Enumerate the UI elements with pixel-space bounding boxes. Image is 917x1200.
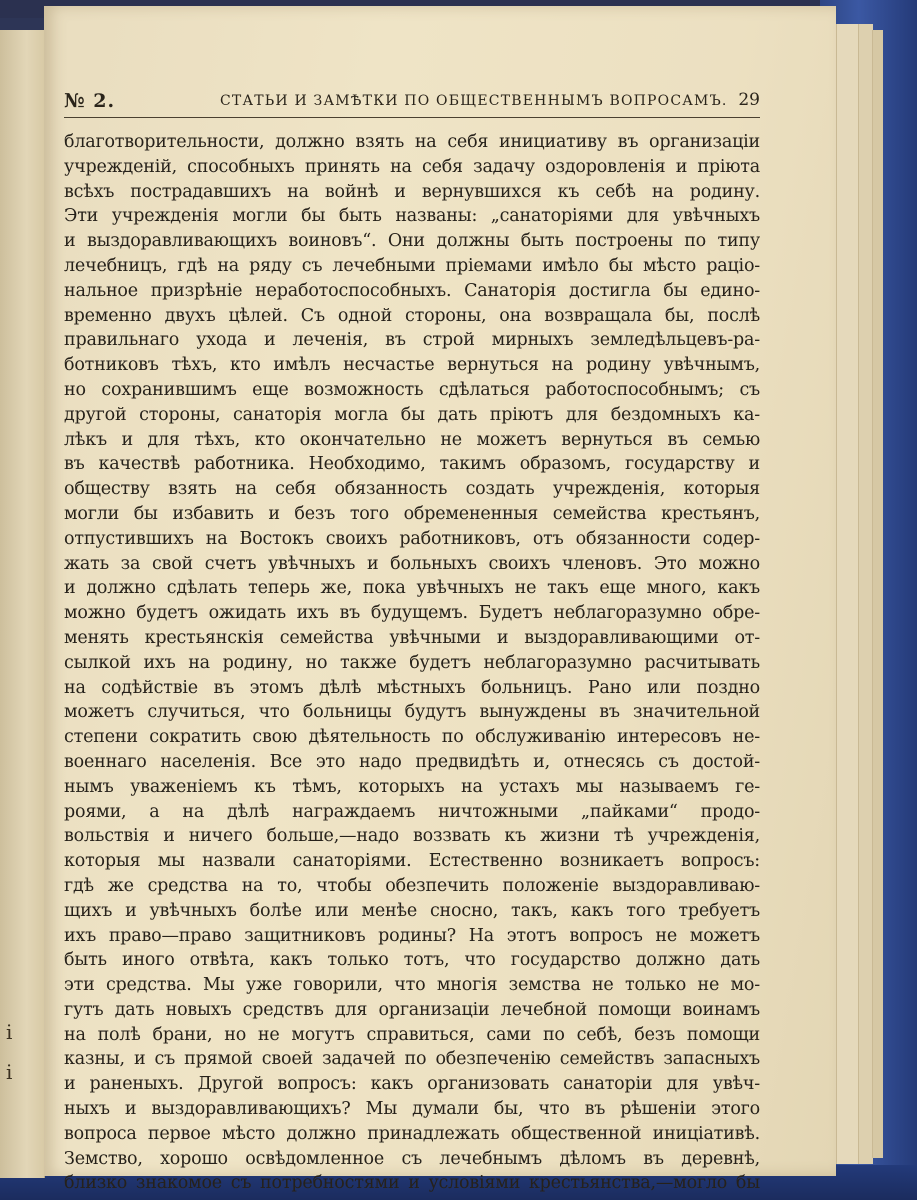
text-line: нымъ уваженіемъ къ тѣмъ, которыхъ на устахъ мы называемъ ге- — [64, 776, 760, 797]
page-edge — [872, 30, 883, 1158]
text-line: обществу взять на себя обязанность создать учрежденія, которыя — [64, 479, 760, 500]
facing-page-mark: і — [6, 1020, 13, 1044]
text-line: лечебницъ, гдѣ на ряду съ лечебными пріемами имѣло бы мѣсто раціо- — [64, 255, 760, 276]
text-line: и должно сдѣлать теперь же, пока увѣчныхъ не такъ еще много, какъ — [64, 578, 760, 599]
text-line: временно двухъ цѣлей. Съ одной стороны, она возвращала бы, послѣ — [64, 305, 760, 326]
text-line: военнаго населенія. Все это надо предвидѣть и, отнесясь съ достой- — [64, 751, 760, 772]
text-line: учрежденій, способныхъ принять на себя задачу оздоровленія и пріюта — [64, 156, 760, 177]
page-edge — [858, 24, 873, 1164]
text-line: вопроса первое мѣсто должно принадлежать общественной иниціативѣ. — [64, 1123, 760, 1144]
text-line: можетъ случиться, что больницы будутъ вынуждены въ значительной — [64, 702, 760, 723]
text-line: и раненыхъ. Другой вопросъ: какъ организовать санаторіи для увѣч- — [64, 1074, 760, 1095]
text-line: можно будетъ ожидать ихъ въ будущемъ. Будетъ неблагоразумно обре- — [64, 603, 760, 624]
page-edge — [836, 24, 859, 1164]
text-line: жать за свой счетъ увѣчныхъ и больныхъ своихъ членовъ. Это можно — [64, 553, 760, 574]
text-line: быть иного отвѣта, какъ только тотъ, что государство должно дать — [64, 950, 760, 971]
text-line: на полѣ брани, но не могутъ справиться, сами по себѣ, безъ помощи — [64, 1024, 760, 1045]
text-line: другой стороны, санаторія могла бы дать пріютъ для бездомныхъ ка- — [64, 404, 760, 425]
text-line: сылкой ихъ на родину, но также будетъ неблагоразумно расчитывать — [64, 652, 760, 673]
text-line: степени сократить свою дѣятельность по обслуживанію интересовъ не- — [64, 727, 760, 748]
text-line: Земство, хорошо освѣдомленное съ лечебнымъ дѣломъ въ деревнѣ, — [64, 1148, 760, 1169]
text-line: лѣкъ и для тѣхъ, кто окончательно не можетъ вернуться въ семью — [64, 429, 760, 450]
header-rule — [64, 117, 760, 118]
text-line: Эти учрежденія могли бы быть названы: „санаторіями для увѣчныхъ — [64, 206, 760, 227]
text-line: въ качествѣ работника. Необходимо, такимъ образомъ, государству и — [64, 454, 760, 475]
issue-number: № 2. — [64, 90, 116, 112]
text-line: гутъ дать новыхъ средствъ для организаціи лечебной помощи воинамъ — [64, 999, 760, 1020]
text-line: правильнаго ухода и леченія, въ строй мирныхъ земледѣльцевъ-ра- — [64, 330, 760, 351]
text-line: роями, а на дѣлѣ награждаемъ ничтожными „пайками“ продо- — [64, 801, 760, 822]
text-line: на содѣйствіе въ этомъ дѣлѣ мѣстныхъ больницъ. Рано или поздно — [64, 677, 760, 698]
text-line: гдѣ же средства на то, чтобы обезпечить положеніе выздоравливаю- — [64, 875, 760, 896]
text-line: отпустившихъ на Востокъ своихъ работниковъ, отъ обязанности содер- — [64, 528, 760, 549]
text-line: ихъ право—право защитниковъ родины? На этотъ вопросъ не можетъ — [64, 925, 760, 946]
text-line: ныхъ и выздоравливающихъ? Мы думали бы, что въ рѣшеніи этого — [64, 1099, 760, 1120]
text-line: близко знакомое съ потребностями и условіями крестьянства,—могло бы — [64, 1173, 760, 1194]
running-title: СТАТЬИ И ЗАМѢТКИ ПО ОБЩЕСТВЕННЫМЪ ВОПРОСАМЪ. — [220, 93, 728, 109]
text-line: но сохранившимъ еще возможность сдѣлаться работоспособнымъ; съ — [64, 379, 760, 400]
text-line: благотворительности, должно взять на себя инициативу въ организаціи — [64, 132, 760, 152]
body-text — [64, 130, 760, 1196]
text-line: всѣхъ пострадавшихъ на войнѣ и вернувшихся къ себѣ на родину. — [64, 181, 760, 202]
text-line: нальное призрѣніе неработоспособныхъ. Санаторія достигла бы едино- — [64, 280, 760, 301]
text-line: которыя мы назвали санаторіями. Естественно возникаетъ вопросъ: — [64, 851, 760, 872]
text-line: могли бы избавить и безъ того обремененныя семейства крестьянъ, — [64, 503, 760, 524]
text-line: щихъ и увѣчныхъ болѣе или менѣе сносно, такъ, какъ того требуетъ — [64, 900, 760, 921]
running-header — [64, 90, 760, 118]
text-line: казны, и съ прямой своей задачей по обезпеченію семействъ запасныхъ — [64, 1049, 760, 1070]
text-line: и выздоравливающихъ воиновъ“. Они должны быть построены по типу — [64, 231, 760, 252]
text-line: эти средства. Мы уже говорили, что многія земства не только не мо- — [64, 975, 760, 996]
text-line: вольствія и ничего больше,—надо воззвать къ жизни тѣ учрежденія, — [64, 826, 760, 847]
book-page — [44, 6, 836, 1194]
text-line: менять крестьянскія семейства увѣчными и выздоравливающими от- — [64, 627, 760, 648]
page-number: 29 — [738, 90, 760, 110]
text-line: ботниковъ тѣхъ, кто имѣлъ несчастье вернуться на родину увѣчнымъ, — [64, 355, 760, 376]
facing-page — [0, 30, 45, 1178]
facing-page-mark: і — [6, 1060, 13, 1084]
